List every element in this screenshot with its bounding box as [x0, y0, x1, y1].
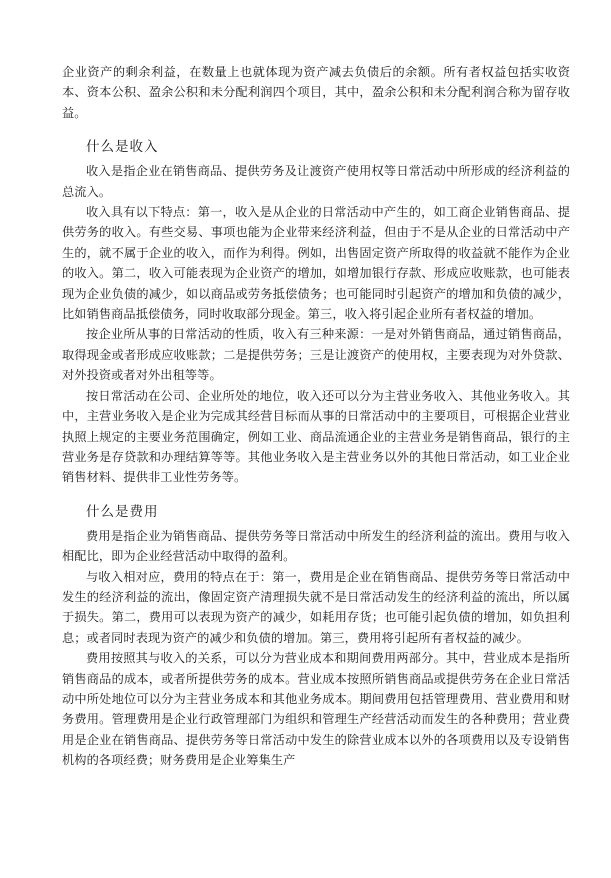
expense-paragraph-2: 与收入相对应，费用的特点在于：第一，费用是企业在销售商品、提供劳务等日常活动中发生的经济利益的流出，像固定资产清理损失就不是日常活动发生的经济利益的流出，所以属于损失。第二，费用可以表现为资产的减少，如耗用存货；也可能引起负债的增加，如负担利息；或者同时表现为资产的减少和负债的增加。第三，费用将引起所有者权益的减少。 [62, 569, 570, 645]
intro-paragraph: 企业资产的剩余利益，在数量上也就体现为资产减去负债后的余额。所有者权益包括实收资本、资本公积、盈余公积和未分配利润四个项目，其中，盈余公积和未分配利润合称为留存收益。 [62, 65, 570, 120]
income-paragraph-4: 按日常活动在公司、企业所处的地位，收入还可以分为主营业务收入、其他业务收入。其中，主营业务收入是企业为完成其经营目标而从事的日常活动中的主要项目，可根据企业营业执照上规定的主要业务范围确定，例如工业、商品流通企业的主营业务是销售商品，银行的主营业务是存贷款和办理结算等等。其他业务收入是主营业务以外的其他日常活动，如工业企业销售材料、提供非工业性劳务等。 [62, 388, 570, 485]
income-paragraph-2: 收入具有以下特点：第一，收入是从企业的日常活动中产生的，如工商企业销售商品、提供劳务的收入。有些交易、事项也能为企业带来经济利益，但由于不是从企业的日常活动中产生的，就不属于企业的收入，而作为利得。例如，出售固定资产所取得的收益就不能作为企业的收入。第二，收入可能表现为企业资产的增加，如增加银行存款、形成应收账款，也可能表现为企业负债的减少，如以商品或劳务抵偿债务；也可能同时引起资产的增加和负债的减少，比如销售商品抵偿债务，同时收取部分现金。第三，收入将引起企业所有者权益的增加。 [62, 205, 570, 322]
expense-paragraph-1: 费用是指企业为销售商品、提供劳务等日常活动中所发生的经济利益的流出。费用与收入相配比，即为企业经营活动中取得的盈利。 [62, 528, 570, 564]
section-title-income: 什么是收入 [86, 139, 159, 156]
income-paragraph-3: 按企业所从事的日常活动的性质，收入有三种来源：一是对外销售商品，通过销售商品，取得现金或者形成应收账款；二是提供劳务；三是让渡资产的使用权，主要表现为对外贷款、对外投资或者对外出租等等。 [62, 327, 570, 383]
expense-paragraph-3: 费用按照其与收入的关系，可以分为营业成本和期间费用两部分。其中，营业成本是指所销售商品的成本，或者所提供劳务的成本。营业成本按照所销售商品或提供劳务在企业日常活动中所处地位可以分为主营业务成本和其他业务成本。期间费用包括管理费用、营业费用和财务费用。管理费用是企业行政管理部门为组织和管理生产经营活动而发生的各种费用；营业费用是企业在销售商品、提供劳务等日常活动中发生的除营业成本以外的各项费用以及专设销售机构的各项经费；财务费用是企业筹集生产 [62, 651, 570, 768]
section-title-expense: 什么是费用 [86, 503, 159, 520]
income-paragraph-1: 收入是指企业在销售商品、提供劳务及让渡资产使用权等日常活动中所形成的经济利益的总流入。 [62, 164, 570, 199]
document-page [62, 62, 570, 771]
